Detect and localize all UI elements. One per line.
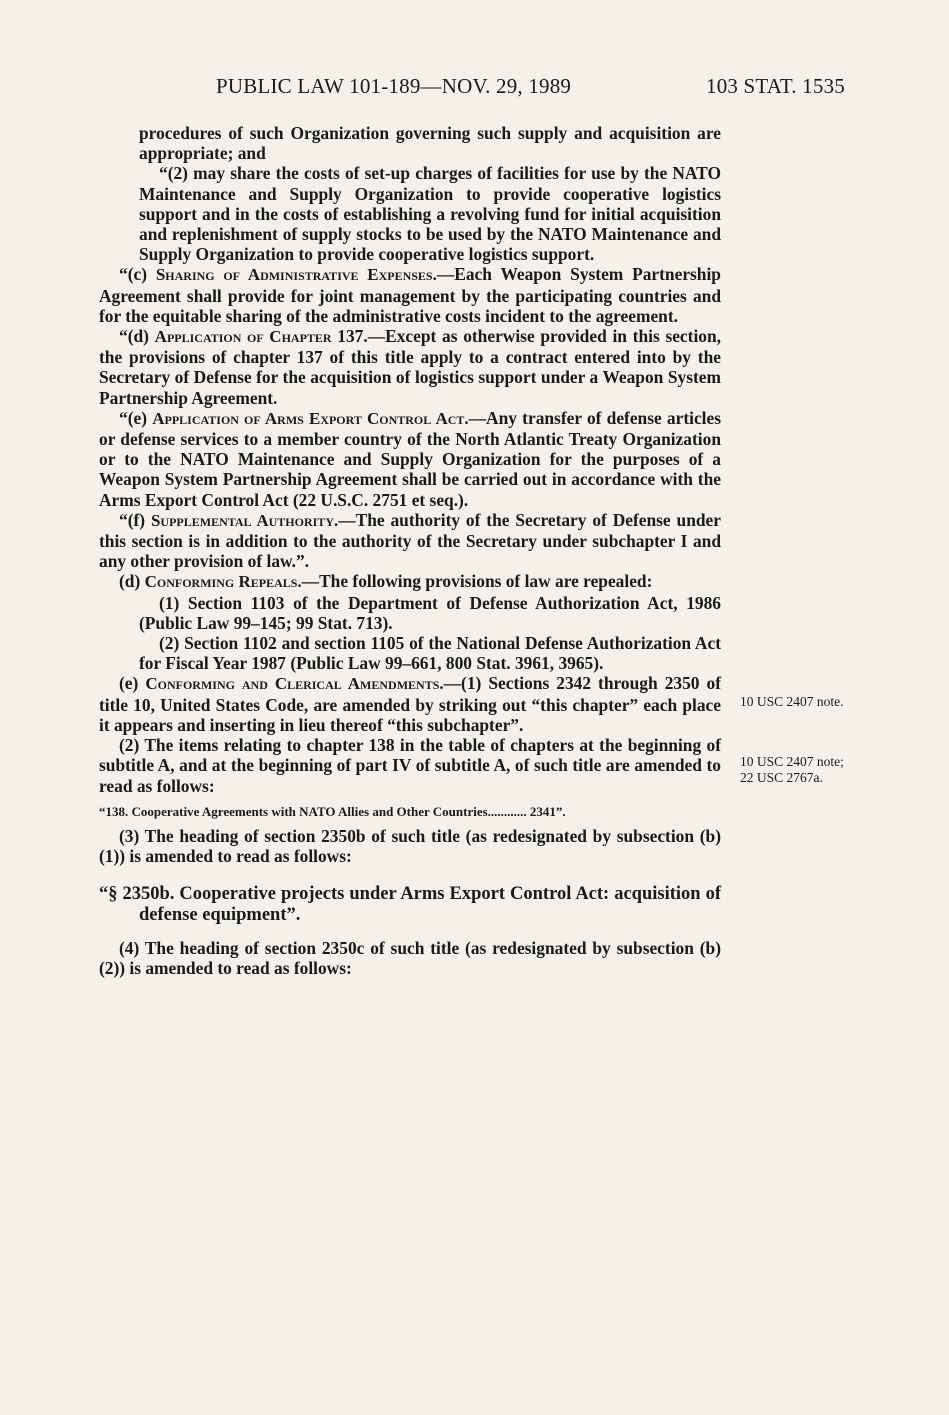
clerical-amendments-label: (e) (119, 673, 146, 694)
running-header-title: PUBLIC LAW 101-189—NOV. 29, 1989 (216, 74, 572, 98)
running-header-stat-page: 103 STAT. 1535 (706, 74, 845, 98)
body-text (99, 123, 721, 979)
subsection-c-text: —Each Weapon System Partnership Agreement shall provide for joint management by the participating countries and for the equitable sharing of the administrative costs incident to the agreement. (99, 264, 721, 326)
subsection-e (99, 408, 721, 510)
table-of-chapters-entry: “138. Cooperative Agreements with NATO Allies and Other Countries............ 2341”. (99, 803, 566, 819)
subsection-f (99, 510, 721, 572)
subsection-d-heading: Application of Chapter (154, 327, 332, 347)
repeal-item-2: (2) Section 1102 and section 1105 of the National Defense Authorization Act for Fiscal Year 1987 (Public Law 99–661, 800 Stat. 3961, 3965). (139, 633, 721, 674)
amendment-item-3: (3) The heading of section 2350b of such title (as redesignated by subsection (b)(1)) is amended to read as follows: (99, 825, 721, 866)
subsection-c-label: “(c) (119, 264, 156, 285)
paragraph-item-2: “(2) may share the costs of set-up charges of facilities for use by the NATO Maintenance and Supply Organization to provide cooperative logistics support and in the costs of establishing a revolving fund for initial acquisition and replenishment of supply stocks to be used by the NATO Maintenance and Supply Organization to provide cooperative logistics support. (139, 163, 721, 265)
subsection-f-text: —The authority of the Secretary of Defense under this section is in addition to the authority of the Secretary under subchapter I and any other provision of law.”. (99, 509, 721, 572)
conforming-repeals-heading: Conforming Repeals. (144, 572, 302, 592)
subsection-d (99, 326, 721, 408)
amendment-item-4: (4) The heading of section 2350c of such title (as redesignated by subsection (b)(2)) is amended to read as follows: (99, 938, 721, 979)
conforming-repeals-text: —The following provisions of law are repealed: (301, 571, 653, 592)
clerical-amendments-heading: Conforming and Clerical Amendments. (145, 674, 444, 694)
clerical-amendments (99, 673, 721, 735)
subsection-d-text: 137.—Except as otherwise provided in this section, the provisions of chapter 137 of this title apply to a contract entered into by the Secretary of Defense for the acquisition of logistics support under a Weapon System Partnership Agreement. (99, 326, 721, 408)
subsection-c-heading: Sharing of Administrative Expenses. (155, 265, 437, 285)
section-heading-2350b: “§ 2350b. Cooperative projects under Arms Export Control Act: acquisition of defense equipment”. (99, 884, 721, 926)
margin-note-2: 10 USC 2407 note; 22 USC 2767a. (740, 754, 844, 785)
clerical-amendments-text: —(1) Sections 2342 through 2350 of title 10, United States Code, are amended by striking out “this chapter” each place it appears and inserting in lieu thereof “this subchapter”. (99, 673, 721, 735)
conforming-repeals (99, 571, 721, 592)
subsection-f-heading: Supplemental Authority. (150, 510, 339, 530)
subsection-d-label: “(d) (119, 326, 155, 347)
subsection-e-label: “(e) (119, 407, 153, 428)
margin-note-1: 10 USC 2407 note. (740, 694, 844, 709)
conforming-repeals-label: (d) (119, 571, 145, 592)
subsection-f-label: “(f) (119, 509, 151, 530)
paragraph-continuation: procedures of such Organization governing such supply and acquisition are appropriate; and (139, 123, 721, 164)
subsection-e-heading: Application of Arms Export Control Act. (152, 408, 469, 428)
amendment-item-2: (2) The items relating to chapter 138 in the table of chapters at the beginning of subtitle A, and at the beginning of part IV of subtitle A, of such title are amended to read as follows: (99, 735, 721, 796)
subsection-c (99, 264, 721, 326)
subsection-e-text: —Any transfer of defense articles or defense services to a member country of the North Atlantic Treaty Organization or to the NATO Maintenance and Supply Organization for the purposes of a Weapon System Partnership Agreement shall be carried out in accordance with the Arms Export Control Act (22 U.S.C. 2751 et seq.). (99, 407, 721, 510)
repeal-item-1: (1) Section 1103 of the Department of Defense Authorization Act, 1986 (Public Law 99–145; 99 Stat. 713). (139, 592, 721, 633)
